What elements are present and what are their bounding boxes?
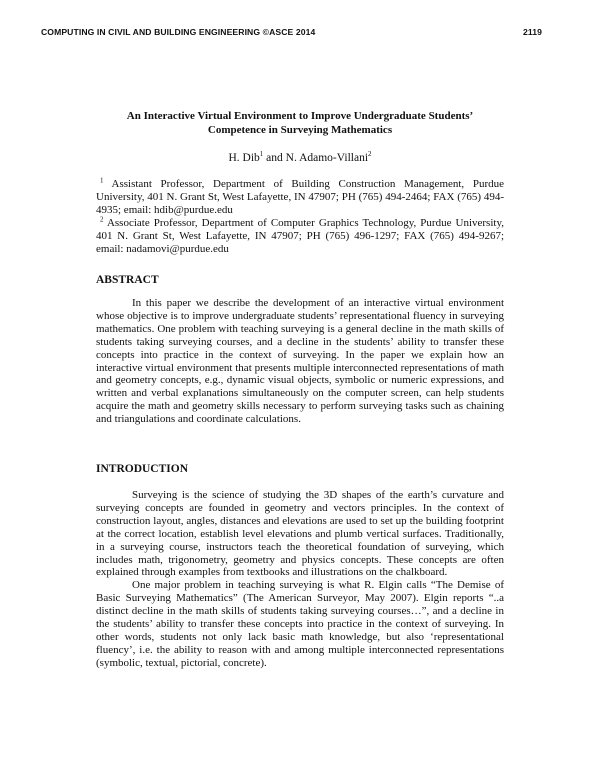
author-1-mark: 1 (259, 150, 264, 159)
affiliation-1-mark: 1 (100, 176, 104, 185)
introduction-heading: INTRODUCTION (96, 463, 189, 475)
running-header (41, 27, 542, 37)
author-2-mark: 2 (368, 150, 372, 159)
title-line-2: Competence in Surveying Mathematics (207, 123, 393, 136)
paper-title (96, 110, 504, 137)
introduction-body (96, 489, 504, 670)
title-line-1: An Interactive Virtual Environment to Improve Undergraduate Students’ (126, 110, 474, 122)
author-connector: and (263, 152, 286, 164)
affiliation-2-mark: 2 (100, 215, 104, 224)
abstract-body (96, 297, 504, 426)
journal-header: COMPUTING IN CIVIL AND BUILDING ENGINEERING ©ASCE 2014 (41, 27, 316, 37)
author-1: H. Dib (228, 152, 260, 164)
author-2: N. Adamo-Villani (285, 152, 369, 164)
abstract-paragraph: In this paper we describe the development of an interactive virtual environment whose objective is to improve undergraduate students’ representational fluency in surveying mathematics. One problem with teaching surveying is a general decline in the math skills of students taking surveying courses, and a decline in the students’ ability to transfer these concepts into practice in the context of surveying. In the paper we explain how an interactive virtual environment that presents multiple interconnected representations of math and geometry concepts, e.g., dynamic visual objects, symbolic or numeric expressions, and written and verbal explanations simultaneously on the computer screen, can help students acquire the math and geometry skills necessary to perform surveying tasks such as chaining and triangulations and coordinate calculations. (96, 297, 504, 426)
page-number: 2119 (522, 27, 542, 37)
affiliation-2 (96, 217, 504, 256)
affiliation-2-text: Associate Professor, Department of Computer Graphics Technology, Purdue University, 401 N. Grant St, West Lafayette, IN 47907; PH (765) 496-1297; FAX (765) 494-9267; email: nadamovi@purdue.edu (96, 216, 504, 255)
intro-paragraph-1: Surveying is the science of studying the 3D shapes of the earth’s curvature and surveying concepts are founded in geometry and vectors principles. In the context of construction layout, angles, distances and elevations are used to set up the building footprint at the correct location, establish level elevations and plumb vertical surfaces. Traditionally, in a surveying course, instructors teach the theoretical foundation of surveying, which includes math, trigonometry, geometry and physics concepts. These concepts are often explained through examples from textbooks and illustrations on the chalkboard. (96, 489, 504, 579)
affiliations (96, 178, 504, 255)
affiliation-1-text: Assistant Professor, Department of Building Construction Management, Purdue University, 401 N. Grant St, West Lafayette, IN 47907; PH (765) 494-2464; FAX (765) 494-4935; email: hdib@purdue.edu (96, 178, 504, 216)
author-line (96, 152, 504, 164)
affiliation-1 (96, 178, 504, 217)
intro-paragraph-2: One major problem in teaching surveying is what R. Elgin calls “The Demise of Basic Surveying Mathematics” (The American Surveyor, May 2007). Elgin reports “..a distinct decline in the math skills of students taking surveying courses…”, and a decline in the students’ ability to transfer these concepts into practice in the context of surveying. In other words, students not only lack basic math knowledge, but also ‘representational fluency’, i.e. the ability to reason with and among multiple interconnected representations (symbolic, textual, pictorial, concrete). (96, 579, 504, 669)
abstract-heading: ABSTRACT (96, 274, 159, 286)
